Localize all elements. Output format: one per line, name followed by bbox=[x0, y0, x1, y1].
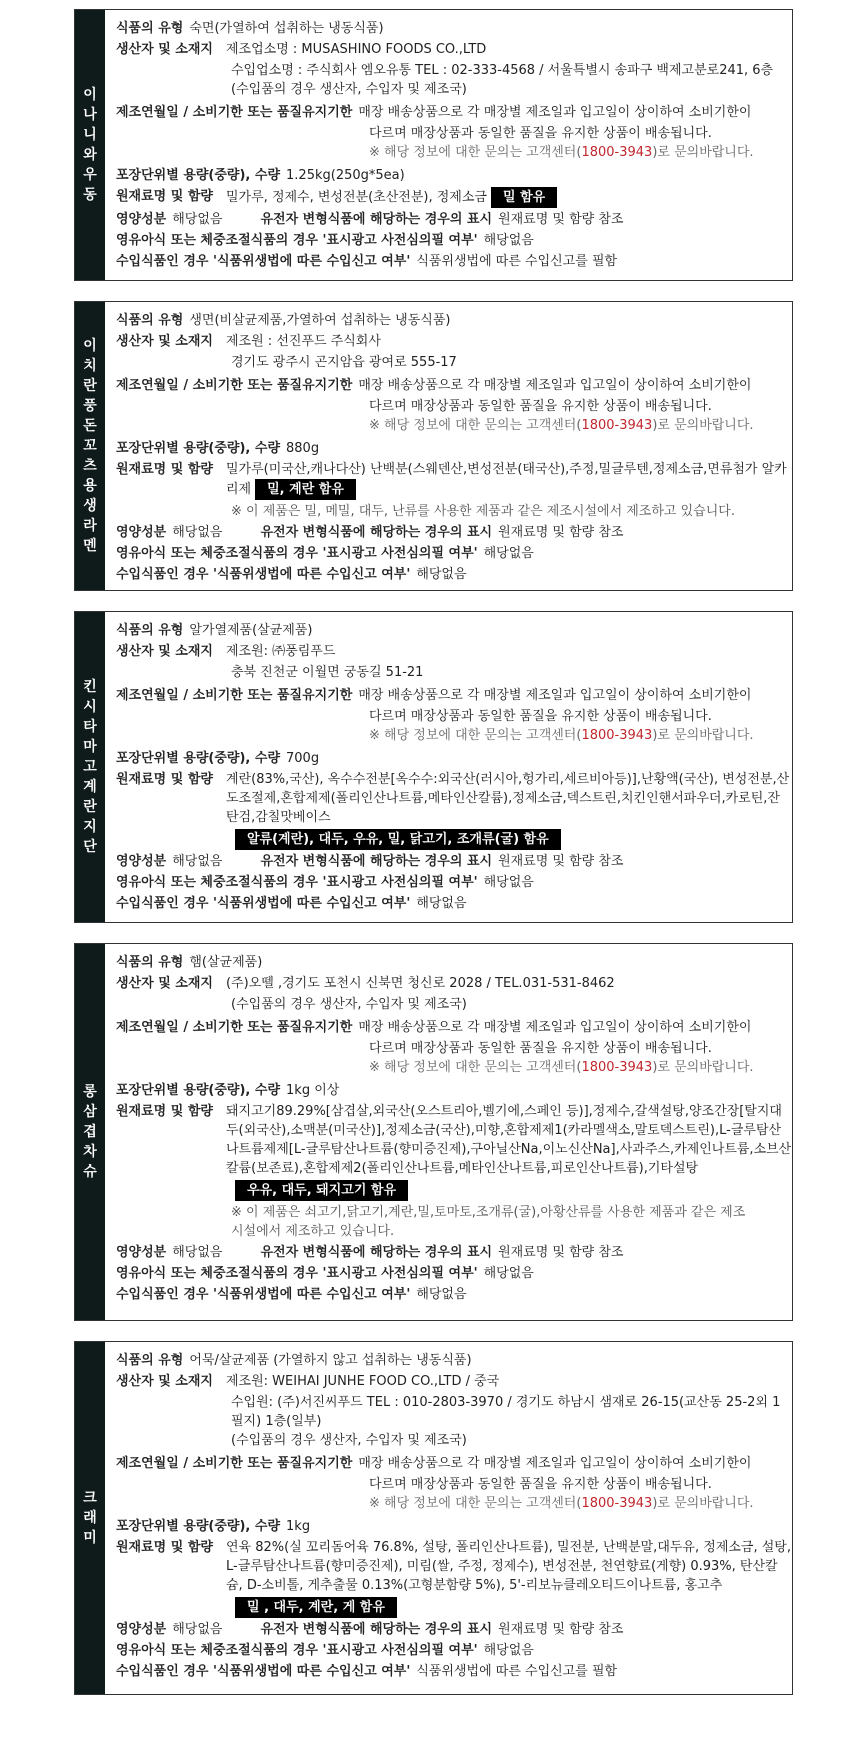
date-text: 매장 배송상품으로 각 매장별 제조일과 입고일이 상이하여 소비기한이 bbox=[358, 105, 752, 120]
cs-notice: ※ 해당 정보에 대한 문의는 고객센터(1800-3943)로 문의바랍니다. bbox=[369, 1496, 754, 1511]
ingredients-label: 원재료명 및 함량 bbox=[116, 1540, 213, 1555]
producer-line: (수입품의 경우 생산자, 수입자 및 제조국) bbox=[231, 997, 467, 1012]
ingredients-value: 밀가루, 정제수, 변성전분(초산전분), 정제소금 밀 함유 bbox=[226, 187, 557, 208]
facility-note: ※ 이 제품은 쇠고기,닭고기,계란,밀,토마토,조개류(굴),아황산류를 사용한 제품과 같은 제조시설에서 제조하고 있습니다. bbox=[231, 1205, 746, 1239]
nutrition-value: 해당없음 bbox=[172, 854, 223, 869]
product-name: 이치란풍 돈꼬츠용 생라멘 bbox=[83, 338, 97, 554]
product-tab bbox=[75, 302, 105, 590]
date-text: 매장 배송상품으로 각 매장별 제조일과 입고일이 상이하여 소비기한이 bbox=[358, 1020, 752, 1035]
ingredients-label: 원재료명 및 함량 bbox=[116, 772, 213, 787]
import-label: 수입식품인 경우 '식품위생법에 따른 수입신고 여부' bbox=[116, 254, 411, 269]
info-content bbox=[105, 302, 792, 590]
producer-line: 제조업소명 : MUSASHINO FOODS CO.,LTD bbox=[226, 42, 487, 57]
producer-label: 생산자 및 소재지 bbox=[116, 644, 213, 659]
ingredients-value: 밀가루(미국산,캐나다산) 난백분(스웨덴산,변성전분(태국산),주정,밀글루텐,정제소금,면류첨가 알카리제 밀, 계란 함유 bbox=[226, 460, 792, 500]
package-label: 포장단위별 용량(중량), 수량 bbox=[116, 1519, 281, 1534]
nutrition-label: 영양성분 bbox=[116, 1622, 167, 1637]
import-value: 해당없음 bbox=[416, 567, 467, 582]
producer-line: 수입업소명 : 주식회사 엠오유통 TEL : 02-333-4568 / 서울특별시 송파구 백제고분로241, 6층 bbox=[231, 63, 774, 78]
package-value: 1kg bbox=[286, 1519, 311, 1534]
ingredients-label: 원재료명 및 함량 bbox=[116, 462, 213, 477]
import-value: 식품위생법에 따른 수입신고를 필함 bbox=[416, 254, 618, 269]
cs-notice: ※ 해당 정보에 대한 문의는 고객센터(1800-3943)로 문의바랍니다. bbox=[369, 418, 754, 433]
producer-label: 생산자 및 소재지 bbox=[116, 334, 213, 349]
import-label: 수입식품인 경우 '식품위생법에 따른 수입신고 여부' bbox=[116, 1287, 411, 1302]
infant-value: 해당없음 bbox=[483, 233, 534, 248]
cs-phone: 1800-3943 bbox=[581, 728, 653, 743]
infant-label: 영유아식 또는 체중조절식품의 경우 '표시광고 사전심의필 여부' bbox=[116, 233, 478, 248]
food-type-label: 식품의 유형 bbox=[116, 1353, 184, 1368]
import-value: 해당없음 bbox=[416, 1287, 467, 1302]
infant-value: 해당없음 bbox=[483, 875, 534, 890]
info-content bbox=[105, 612, 792, 922]
producer-line: 경기도 광주시 곤지암읍 광여로 555-17 bbox=[231, 355, 457, 370]
package-value: 1kg 이상 bbox=[286, 1083, 340, 1098]
nutrition-value: 해당없음 bbox=[172, 1245, 223, 1260]
package-label: 포장단위별 용량(중량), 수량 bbox=[116, 751, 281, 766]
import-label: 수입식품인 경우 '식품위생법에 따른 수입신고 여부' bbox=[116, 1664, 411, 1679]
gmo-label: 유전자 변형식품에 해당하는 경우의 표시 bbox=[260, 1622, 493, 1637]
gmo-label: 유전자 변형식품에 해당하는 경우의 표시 bbox=[260, 1245, 493, 1260]
cs-notice: ※ 해당 정보에 대한 문의는 고객센터(1800-3943)로 문의바랍니다. bbox=[369, 145, 754, 160]
allergen-row bbox=[231, 1180, 792, 1201]
infant-label: 영유아식 또는 체중조절식품의 경우 '표시광고 사전심의필 여부' bbox=[116, 875, 478, 890]
date-label: 제조연월일 / 소비기한 또는 품질유지기한 bbox=[116, 1456, 353, 1471]
producer-line: 충북 진천군 이월면 궁동길 51-21 bbox=[231, 665, 424, 680]
package-value: 880g bbox=[286, 441, 320, 456]
date-text: 매장 배송상품으로 각 매장별 제조일과 입고일이 상이하여 소비기한이 bbox=[358, 688, 752, 703]
nutrition-label: 영양성분 bbox=[116, 854, 167, 869]
food-type-label: 식품의 유형 bbox=[116, 21, 184, 36]
infant-value: 해당없음 bbox=[483, 1266, 534, 1281]
producer-line: (주)오뗄 ,경기도 포천시 신북면 청신로 2028 / TEL.031-531-8462 bbox=[226, 976, 615, 991]
producer-label: 생산자 및 소재지 bbox=[116, 976, 213, 991]
allergen-badge: 알류(계란), 대두, 우유, 밀, 닭고기, 조개류(굴) 함유 bbox=[235, 829, 561, 850]
date-label: 제조연월일 / 소비기한 또는 품질유지기한 bbox=[116, 378, 353, 393]
allergen-row bbox=[231, 1597, 792, 1618]
ingredients-value: 돼지고기89.29%[삼겹살,외국산(오스트리아,벨기에,스페인 등)],정제수,갈색설탕,양조간장[탈지대두(외국산),소맥분(미국산)],정제소금(국산),미향,혼합제제1(카라멜색소,말토덱스트린),L-글루탐산나트륨제제[L-글루탐산나트륨(향미증진제),구아닐산Na,이노신산Na],사과주스,카제인나트륨,소브산칼륨(보존료),혼합제제2(폴리인산나트륨,메타인산나트륨,피로인산나트륨),기타설탕 bbox=[226, 1104, 792, 1176]
food-type-label: 식품의 유형 bbox=[116, 623, 184, 638]
gmo-label: 유전자 변형식품에 해당하는 경우의 표시 bbox=[260, 212, 493, 227]
nutrition-value: 해당없음 bbox=[172, 1622, 223, 1637]
date-text: 다르며 매장상품과 동일한 품질을 유지한 상품이 배송됩니다. bbox=[369, 709, 712, 724]
cs-notice: ※ 해당 정보에 대한 문의는 고객센터(1800-3943)로 문의바랍니다. bbox=[369, 1060, 754, 1075]
product-name: 롱삼겹차슈 bbox=[83, 1084, 97, 1180]
food-type-label: 식품의 유형 bbox=[116, 955, 184, 970]
product-name: 크래미 bbox=[83, 1490, 97, 1546]
allergen-badge: 밀 , 대두, 계란, 게 함유 bbox=[235, 1597, 397, 1618]
package-label: 포장단위별 용량(중량), 수량 bbox=[116, 441, 281, 456]
infant-label: 영유아식 또는 체중조절식품의 경우 '표시광고 사전심의필 여부' bbox=[116, 1266, 478, 1281]
producer-line: (수입품의 경우 생산자, 수입자 및 제조국) bbox=[231, 1433, 467, 1448]
nutrition-label: 영양성분 bbox=[116, 212, 167, 227]
product-info-box bbox=[74, 943, 793, 1321]
producer-line: (수입품의 경우 생산자, 수입자 및 제조국) bbox=[231, 82, 467, 97]
info-content bbox=[105, 1342, 796, 1694]
nutrition-value: 해당없음 bbox=[172, 212, 223, 227]
product-info-box bbox=[74, 611, 793, 923]
producer-line: 제조원: WEIHAI JUNHE FOOD CO.,LTD / 중국 bbox=[226, 1374, 500, 1389]
date-text: 다르며 매장상품과 동일한 품질을 유지한 상품이 배송됩니다. bbox=[369, 126, 712, 141]
producer-line: 수입원: (주)서진씨푸드 TEL : 010-2803-3970 / 경기도 하남시 샘재로 26-15(교산동 25-2외 1필지) 1층(일부) bbox=[231, 1395, 781, 1429]
infant-label: 영유아식 또는 체중조절식품의 경우 '표시광고 사전심의필 여부' bbox=[116, 546, 478, 561]
ingredients-label: 원재료명 및 함량 bbox=[116, 189, 213, 204]
food-type-label: 식품의 유형 bbox=[116, 313, 184, 328]
producer-label: 생산자 및 소재지 bbox=[116, 1374, 213, 1389]
infant-value: 해당없음 bbox=[483, 1643, 534, 1658]
product-name: 이나니와우동 bbox=[83, 87, 97, 203]
product-info-box bbox=[74, 1341, 796, 1695]
cs-phone: 1800-3943 bbox=[581, 145, 653, 160]
food-type-value: 알가열제품(살균제품) bbox=[189, 623, 313, 638]
import-value: 식품위생법에 따른 수입신고를 필함 bbox=[416, 1664, 618, 1679]
gmo-label: 유전자 변형식품에 해당하는 경우의 표시 bbox=[260, 525, 493, 540]
product-info-box bbox=[74, 301, 793, 591]
food-type-value: 숙면(가열하여 섭취하는 냉동식품) bbox=[189, 21, 384, 36]
gmo-value: 원재료명 및 함량 참조 bbox=[498, 854, 624, 869]
package-label: 포장단위별 용량(중량), 수량 bbox=[116, 168, 281, 183]
infant-label: 영유아식 또는 체중조절식품의 경우 '표시광고 사전심의필 여부' bbox=[116, 1643, 478, 1658]
food-type-value: 생면(비살균제품,가열하여 섭취하는 냉동식품) bbox=[189, 313, 451, 328]
product-name: 킨시타마고 계란지단 bbox=[83, 679, 97, 855]
product-tab bbox=[75, 944, 105, 1320]
date-text: 매장 배송상품으로 각 매장별 제조일과 입고일이 상이하여 소비기한이 bbox=[358, 378, 752, 393]
date-text: 다르며 매장상품과 동일한 품질을 유지한 상품이 배송됩니다. bbox=[369, 1041, 712, 1056]
package-value: 700g bbox=[286, 751, 320, 766]
nutrition-label: 영양성분 bbox=[116, 525, 167, 540]
date-label: 제조연월일 / 소비기한 또는 품질유지기한 bbox=[116, 1020, 353, 1035]
food-type-value: 햄(살균제품) bbox=[189, 955, 263, 970]
import-value: 해당없음 bbox=[416, 896, 467, 911]
allergen-badge: 밀 함유 bbox=[491, 187, 557, 208]
facility-note: ※ 이 제품은 밀, 메밀, 대두, 난류를 사용한 제품과 같은 제조시설에서 제조하고 있습니다. bbox=[231, 504, 735, 519]
food-type-value: 어묵/살균제품 (가열하지 않고 섭취하는 냉동식품) bbox=[189, 1353, 472, 1368]
product-tab bbox=[75, 10, 105, 280]
date-label: 제조연월일 / 소비기한 또는 품질유지기한 bbox=[116, 105, 353, 120]
import-label: 수입식품인 경우 '식품위생법에 따른 수입신고 여부' bbox=[116, 896, 411, 911]
product-tab bbox=[75, 1342, 105, 1694]
producer-line: 제조원: ㈜풍림푸드 bbox=[226, 644, 336, 659]
info-content bbox=[105, 10, 792, 280]
import-label: 수입식품인 경우 '식품위생법에 따른 수입신고 여부' bbox=[116, 567, 411, 582]
gmo-value: 원재료명 및 함량 참조 bbox=[498, 212, 624, 227]
info-content bbox=[105, 944, 792, 1320]
product-tab bbox=[75, 612, 105, 922]
producer-line: 제조원 : 선진푸드 주식회사 bbox=[226, 334, 381, 349]
nutrition-label: 영양성분 bbox=[116, 1245, 167, 1260]
allergen-badge: 밀, 계란 함유 bbox=[255, 479, 356, 500]
date-text: 다르며 매장상품과 동일한 품질을 유지한 상품이 배송됩니다. bbox=[369, 1477, 712, 1492]
package-value: 1.25kg(250g*5ea) bbox=[286, 168, 405, 183]
gmo-value: 원재료명 및 함량 참조 bbox=[498, 1622, 624, 1637]
package-label: 포장단위별 용량(중량), 수량 bbox=[116, 1083, 281, 1098]
gmo-value: 원재료명 및 함량 참조 bbox=[498, 525, 624, 540]
ingredients-value: 연육 82%(실 꼬리돔어육 76.8%, 설탕, 폴리인산나트륨), 밀전분, 난백분말,대두유, 정제소금, 설탕, L-글루탐산나트륨(향미증진제), 미림(쌀, 주정, 정제수), 변성전분, 천연향료(게향) 0.93%, 탄산칼슘, D-소비톨, 게추출물 0.13%(고형분함량 5%), 5'-리보뉴클레오티드이나트륨, 홍고추 bbox=[226, 1540, 796, 1593]
gmo-label: 유전자 변형식품에 해당하는 경우의 표시 bbox=[260, 854, 493, 869]
ingredients-label: 원재료명 및 함량 bbox=[116, 1104, 213, 1119]
allergen-row bbox=[231, 829, 792, 850]
product-info-box bbox=[74, 9, 793, 281]
date-text: 매장 배송상품으로 각 매장별 제조일과 입고일이 상이하여 소비기한이 bbox=[358, 1456, 752, 1471]
cs-phone: 1800-3943 bbox=[581, 418, 653, 433]
producer-label: 생산자 및 소재지 bbox=[116, 42, 213, 57]
cs-notice: ※ 해당 정보에 대한 문의는 고객센터(1800-3943)로 문의바랍니다. bbox=[369, 728, 754, 743]
nutrition-value: 해당없음 bbox=[172, 525, 223, 540]
cs-phone: 1800-3943 bbox=[581, 1496, 653, 1511]
allergen-badge: 우유, 대두, 돼지고기 함유 bbox=[235, 1180, 408, 1201]
infant-value: 해당없음 bbox=[483, 546, 534, 561]
gmo-value: 원재료명 및 함량 참조 bbox=[498, 1245, 624, 1260]
date-text: 다르며 매장상품과 동일한 품질을 유지한 상품이 배송됩니다. bbox=[369, 399, 712, 414]
ingredients-value: 계란(83%,국산), 옥수수전분[옥수수:외국산(러시아,헝가리,세르비아등)],난황액(국산), 변성전분,산도조절제,혼합제제(폴리인산나트륨,메타인산칼륨),정제소금,덱스트린,치킨인핸서파우더,카로틴,잔탄검,감칠맛베이스 bbox=[226, 772, 790, 825]
cs-phone: 1800-3943 bbox=[581, 1060, 653, 1075]
date-label: 제조연월일 / 소비기한 또는 품질유지기한 bbox=[116, 688, 353, 703]
